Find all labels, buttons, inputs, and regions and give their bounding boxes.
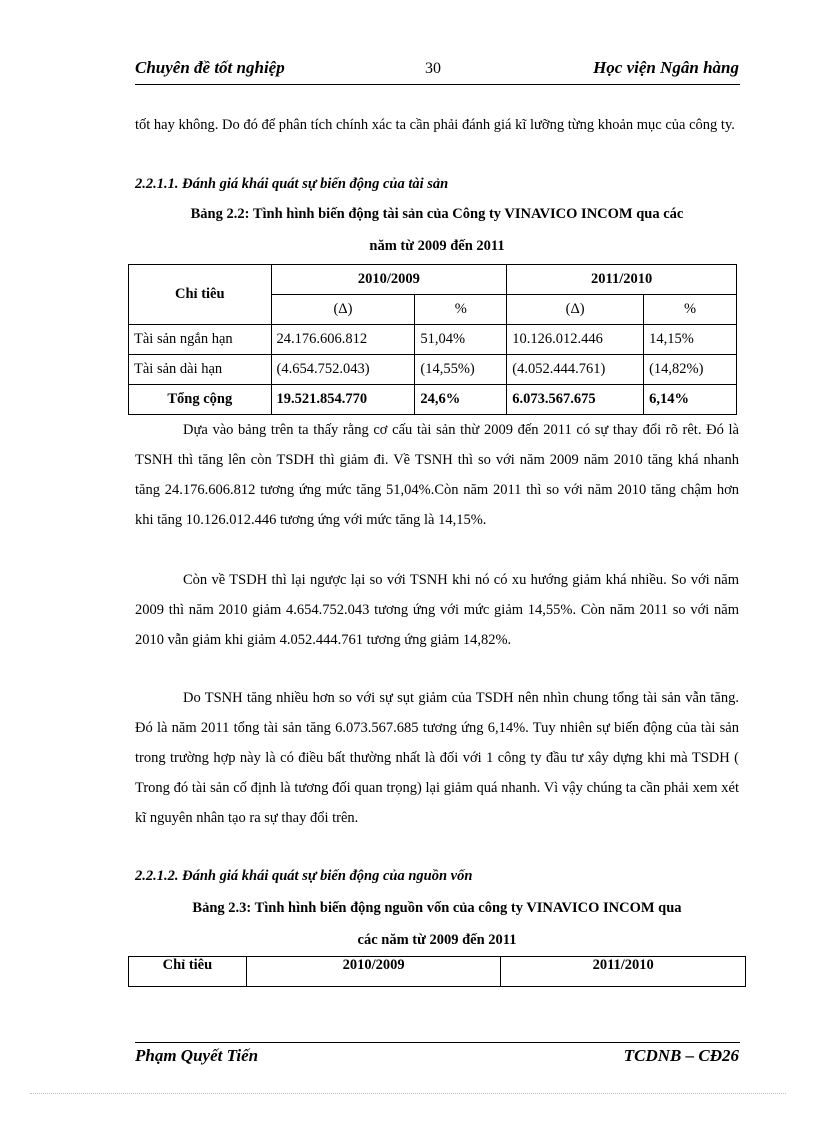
header-divider bbox=[135, 84, 740, 85]
cell-pct-2011: (14,82%) bbox=[644, 355, 737, 385]
table-caption-line2: năm từ 2009 đến 2011 bbox=[369, 238, 505, 254]
cell-pct-2011: 14,15% bbox=[644, 325, 737, 355]
table-subheader-pct: % bbox=[415, 295, 507, 325]
page-number: 30 bbox=[425, 60, 441, 77]
footer-author: Phạm Quyết Tiến bbox=[135, 1046, 259, 1065]
table-header-label: Chỉ tiêu bbox=[129, 265, 272, 325]
cell-delta-2010: (4.654.752.043) bbox=[271, 355, 415, 385]
cell-delta-2010: 24.176.606.812 bbox=[271, 325, 415, 355]
table2-header-period1: 2010/2009 bbox=[246, 957, 501, 987]
cell-pct-2010: (14,55%) bbox=[415, 355, 507, 385]
body-paragraph-3: Do TSNH tăng nhiều hơn so với sự sụt giảm của TSDH nên nhìn chung tổng tài sản vẫn tăng. Đó là năm 2011 tổng tài sản tăng 6.073.567.685 tương ứng 6,14%. Tuy nhiên sự biến động của tài sản trong trường hợp này là có điều bất thường nhất là đối với 1 công ty đầu tư xây dựng khi mà TSDH ( Trong đó tài sản cố định là tương đối quan trọng) lại giảm quá nhanh. Vì vậy chúng ta cần phải xem xét kĩ nguyên nhân tạo ra sự thay đổi trên. bbox=[135, 690, 739, 826]
table2-header-period2: 2011/2010 bbox=[501, 957, 746, 987]
footer-divider bbox=[135, 1042, 740, 1043]
capital-table bbox=[128, 956, 746, 987]
table-subheader-pct: % bbox=[644, 295, 737, 325]
row-label: Tổng cộng bbox=[129, 385, 272, 415]
table2-header-label: Chỉ tiêu bbox=[129, 957, 247, 987]
table-row-total bbox=[129, 385, 737, 415]
section-heading-assets: 2.2.1.1. Đánh giá khái quát sự biến động của tài sản bbox=[135, 176, 449, 192]
intro-paragraph: tốt hay không. Do đó để phân tích chính xác ta cần phải đánh giá kĩ lưỡng từng khoản mục của công ty. bbox=[135, 117, 735, 133]
cell-delta-2011: 6.073.567.675 bbox=[507, 385, 644, 415]
table-row bbox=[129, 355, 737, 385]
table2-caption-line1: Bảng 2.3: Tình hình biến động nguồn vốn của công ty VINAVICO INCOM qua bbox=[192, 900, 682, 916]
table-row bbox=[129, 325, 737, 355]
table-subheader-delta: (Δ) bbox=[507, 295, 644, 325]
assets-table bbox=[128, 264, 737, 415]
cell-pct-2010: 51,04% bbox=[415, 325, 507, 355]
cell-pct-2011: 6,14% bbox=[644, 385, 737, 415]
cell-delta-2010: 19.521.854.770 bbox=[271, 385, 415, 415]
section-heading-capital: 2.2.1.2. Đánh giá khái quát sự biến động của nguồn vốn bbox=[135, 868, 473, 884]
row-label: Tài sản ngắn hạn bbox=[129, 325, 272, 355]
body-paragraph-2: Còn về TSDH thì lại ngược lại so với TSNH khi nó có xu hướng giảm khá nhiều. So với năm 2009 thì năm 2010 giảm 4.654.752.043 tương ứng với mức giảm 14,55%. Còn năm 2011 so với năm 2010 vẫn giảm khi giảm 4.052.444.761 tương ứng giảm 14,82%. bbox=[135, 572, 739, 648]
table-header-period2: 2011/2010 bbox=[507, 265, 737, 295]
table-subheader-delta: (Δ) bbox=[271, 295, 415, 325]
table2-caption-line2: các năm từ 2009 đến 2011 bbox=[357, 932, 517, 948]
cell-pct-2010: 24,6% bbox=[415, 385, 507, 415]
row-label: Tài sản dài hạn bbox=[129, 355, 272, 385]
table-caption-line1: Bảng 2.2: Tình hình biến động tài sản của Công ty VINAVICO INCOM qua các bbox=[190, 206, 684, 222]
cell-delta-2011: (4.052.444.761) bbox=[507, 355, 644, 385]
footer-class-code: TCDNB – CĐ26 bbox=[623, 1046, 739, 1065]
page-edge-dotted-line bbox=[30, 1093, 786, 1094]
cell-delta-2011: 10.126.012.446 bbox=[507, 325, 644, 355]
table-header-period1: 2010/2009 bbox=[271, 265, 507, 295]
header-left-title: Chuyên đề tốt nghiệp bbox=[135, 58, 285, 77]
header-right-title: Học viện Ngân hàng bbox=[593, 58, 739, 77]
body-paragraph-1: Dựa vào bảng trên ta thấy rằng cơ cấu tài sản thừ 2009 đến 2011 có sự thay đổi rõ rêt. Đó là TSNH thì tăng lên còn TSDH thì giảm đi. Về TSNH thì so với năm 2009 năm 2010 tăng khá nhanh tăng 24.176.606.812 tương ứng mức tăng 51,04%.Còn năm 2011 thì so với năm 2010 tăng chậm hơn khi tăng 10.126.012.446 tương ứng với mức tăng là 14,15%. bbox=[135, 422, 739, 528]
